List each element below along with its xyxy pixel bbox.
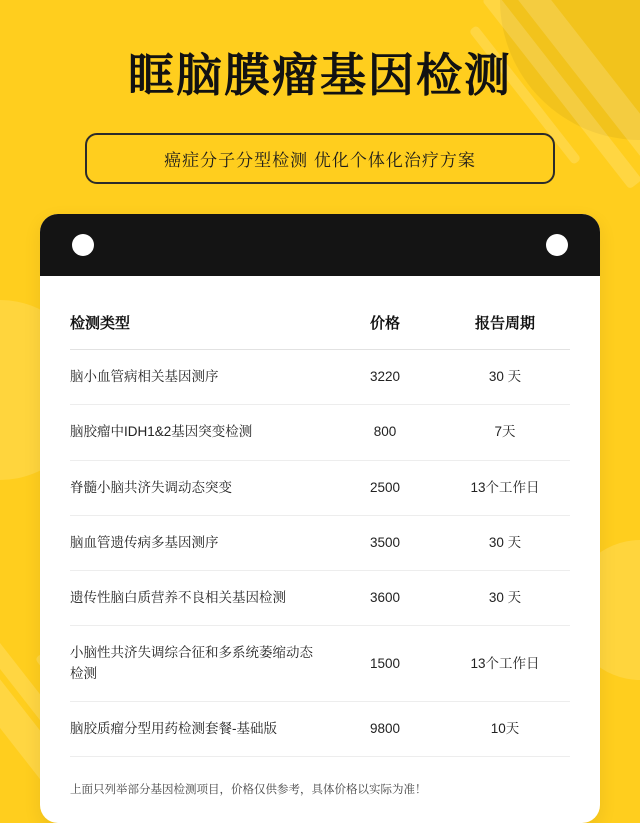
price-table-body xyxy=(70,350,570,757)
cell-type: 小脑性共济失调综合征和多系统萎缩动态检测 xyxy=(70,626,330,702)
cell-price: 9800 xyxy=(330,701,440,756)
cell-period: 7天 xyxy=(440,405,570,460)
price-card xyxy=(40,214,600,823)
table-row xyxy=(70,460,570,515)
subtitle-text: 癌症分子分型检测 优化个体化治疗方案 xyxy=(164,151,476,171)
footnote: 上面只列举部分基因检测项目，价格仅供参考，具体价格以实际为准！ xyxy=(70,784,427,797)
cell-period: 30 天 xyxy=(440,571,570,626)
cell-period: 30 天 xyxy=(440,350,570,405)
circle-icon-right xyxy=(546,234,568,256)
cell-type: 脑胶瘤中IDH1&2基因突变检测 xyxy=(70,405,330,460)
column-header-type: 检测类型 xyxy=(70,306,330,350)
price-table xyxy=(70,306,570,757)
circle-icon-left xyxy=(72,234,94,256)
table-row xyxy=(70,626,570,702)
cell-type: 脑胶质瘤分型用药检测套餐-基础版 xyxy=(70,701,330,756)
cell-type: 遗传性脑白质营养不良相关基因检测 xyxy=(70,571,330,626)
cell-price: 1500 xyxy=(330,626,440,702)
table-row xyxy=(70,701,570,756)
column-header-period: 报告周期 xyxy=(440,306,570,350)
cell-price: 3500 xyxy=(330,515,440,570)
table-row xyxy=(70,571,570,626)
cell-period: 13个工作日 xyxy=(440,460,570,515)
cell-period: 30 天 xyxy=(440,515,570,570)
card-header xyxy=(40,214,600,276)
cell-type: 脑小血管病相关基因测序 xyxy=(70,350,330,405)
cell-type: 脑血管遗传病多基因测序 xyxy=(70,515,330,570)
subtitle-badge xyxy=(85,133,555,184)
column-header-price: 价格 xyxy=(330,306,440,350)
cell-price: 3600 xyxy=(330,571,440,626)
cell-period: 13个工作日 xyxy=(440,626,570,702)
cell-price: 2500 xyxy=(330,460,440,515)
table-row xyxy=(70,515,570,570)
cell-price: 800 xyxy=(330,405,440,460)
price-table-wrap xyxy=(40,276,600,767)
table-row xyxy=(70,350,570,405)
table-row xyxy=(70,405,570,460)
table-header-row xyxy=(70,306,570,350)
cell-type: 脊髓小脑共济失调动态突变 xyxy=(70,460,330,515)
page-title: 眶脑膜瘤基因检测 xyxy=(128,49,512,101)
cell-price: 3220 xyxy=(330,350,440,405)
cell-period: 10天 xyxy=(440,701,570,756)
